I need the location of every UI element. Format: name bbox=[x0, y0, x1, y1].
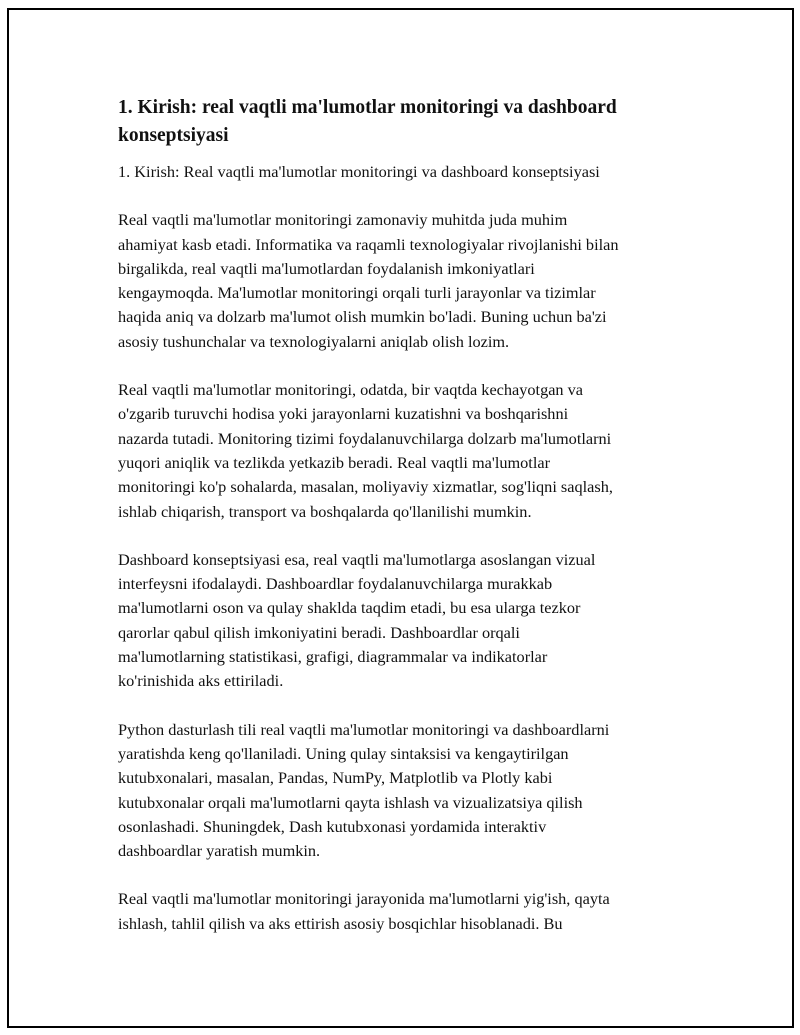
paragraph-4 bbox=[118, 718, 698, 864]
paragraph-line: monitoringi ko'p sohalarda, masalan, moliyaviy xizmatlar, sog'liqni saqlash, bbox=[118, 477, 613, 497]
paragraph-line: nazarda tutadi. Monitoring tizimi foydalanuvchilarga dolzarb ma'lumotlarni bbox=[118, 428, 612, 448]
heading-line: konseptsiyasi bbox=[118, 125, 229, 146]
paragraph-line: ahamiyat kasb etadi. Informatika va raqamli texnologiyalar rivojlanishi bilan bbox=[118, 234, 619, 254]
paragraph-line: ma'lumotlarning statistikasi, grafigi, diagrammalar va indikatorlar bbox=[118, 647, 548, 667]
paragraph-line: Dashboard konseptsiyasi esa, real vaqtli ma'lumotlarga asoslangan vizual bbox=[118, 549, 596, 569]
paragraph-line: ko'rinishida aks ettiriladi. bbox=[118, 671, 284, 691]
paragraph-line: dashboardlar yaratish mumkin. bbox=[118, 841, 321, 861]
paragraph-line: birgalikda, real vaqtli ma'lumotlardan foydalanish imkoniyatlari bbox=[118, 258, 535, 278]
paragraph-line: haqida aniq va dolzarb ma'lumot olish mumkin bo'ladi. Buning uchun ba'zi bbox=[118, 307, 607, 327]
paragraph-line: yuqori aniqlik va tezlikda yetkazib beradi. Real vaqtli ma'lumotlar bbox=[118, 452, 550, 472]
paragraph-line: ma'lumotlarni oson va qulay shaklda taqdim etadi, bu esa ularga tezkor bbox=[118, 598, 581, 618]
paragraph-line: yaratishda keng qo'llaniladi. Uning qulay sintaksisi va kengaytirilgan bbox=[118, 743, 569, 763]
paragraph-line: ishlab chiqarish, transport va boshqalarda qo'llanilishi mumkin. bbox=[118, 501, 532, 521]
paragraph-line: Python dasturlash tili real vaqtli ma'lumotlar monitoringi va dashboardlarni bbox=[118, 719, 610, 739]
paragraph-line: osonlashadi. Shuningdek, Dash kutubxonasi yordamida interaktiv bbox=[118, 816, 547, 836]
paragraph-line: qarorlar qabul qilish imkoniyatini beradi. Dashboardlar orqali bbox=[118, 622, 520, 642]
paragraph-line: ishlash, tahlil qilish va aks ettirish asosiy bosqichlar hisoblanadi. Bu bbox=[118, 913, 563, 933]
heading-line: 1. Kirish: real vaqtli ma'lumotlar monitoringi va dashboard bbox=[118, 97, 617, 118]
paragraph-line: Real vaqtli ma'lumotlar monitoringi jarayonida ma'lumotlarni yig'ish, qayta bbox=[118, 889, 610, 909]
paragraph-line: kengaymoqda. Ma'lumotlar monitoringi orqali turli jarayonlar va tizimlar bbox=[118, 283, 596, 303]
paragraph-line: asosiy tushunchalar va texnologiyalarni aniqlab olish lozim. bbox=[118, 331, 510, 351]
paragraph-line: interfeysni ifodalaydi. Dashboardlar foydalanuvchilarga murakkab bbox=[118, 574, 553, 594]
paragraph-line: kutubxonalar orqali ma'lumotlarni qayta ishlash va vizualizatsiya qilish bbox=[118, 792, 583, 812]
document-subheading: 1. Kirish: Real vaqtli ma'lumotlar monitoringi va dashboard konseptsiyasi bbox=[118, 162, 600, 181]
paragraph-line: Real vaqtli ma'lumotlar monitoringi zamonaviy muhitda juda muhim bbox=[118, 210, 568, 230]
paragraph-3 bbox=[118, 548, 698, 694]
document-heading bbox=[118, 94, 698, 150]
paragraph-1 bbox=[118, 208, 698, 354]
paragraph-line: kutubxonalari, masalan, Pandas, NumPy, Matplotlib va Plotly kabi bbox=[118, 768, 553, 788]
paragraph-line: Real vaqtli ma'lumotlar monitoringi, odatda, bir vaqtda kechayotgan va bbox=[118, 380, 584, 400]
paragraph-5 bbox=[118, 887, 698, 936]
document-body bbox=[118, 94, 698, 960]
page-frame bbox=[7, 8, 794, 1028]
paragraph-2 bbox=[118, 378, 698, 524]
paragraph-line: o'zgarib turuvchi hodisa yoki jarayonlarni kuzatishni va boshqarishni bbox=[118, 404, 569, 424]
